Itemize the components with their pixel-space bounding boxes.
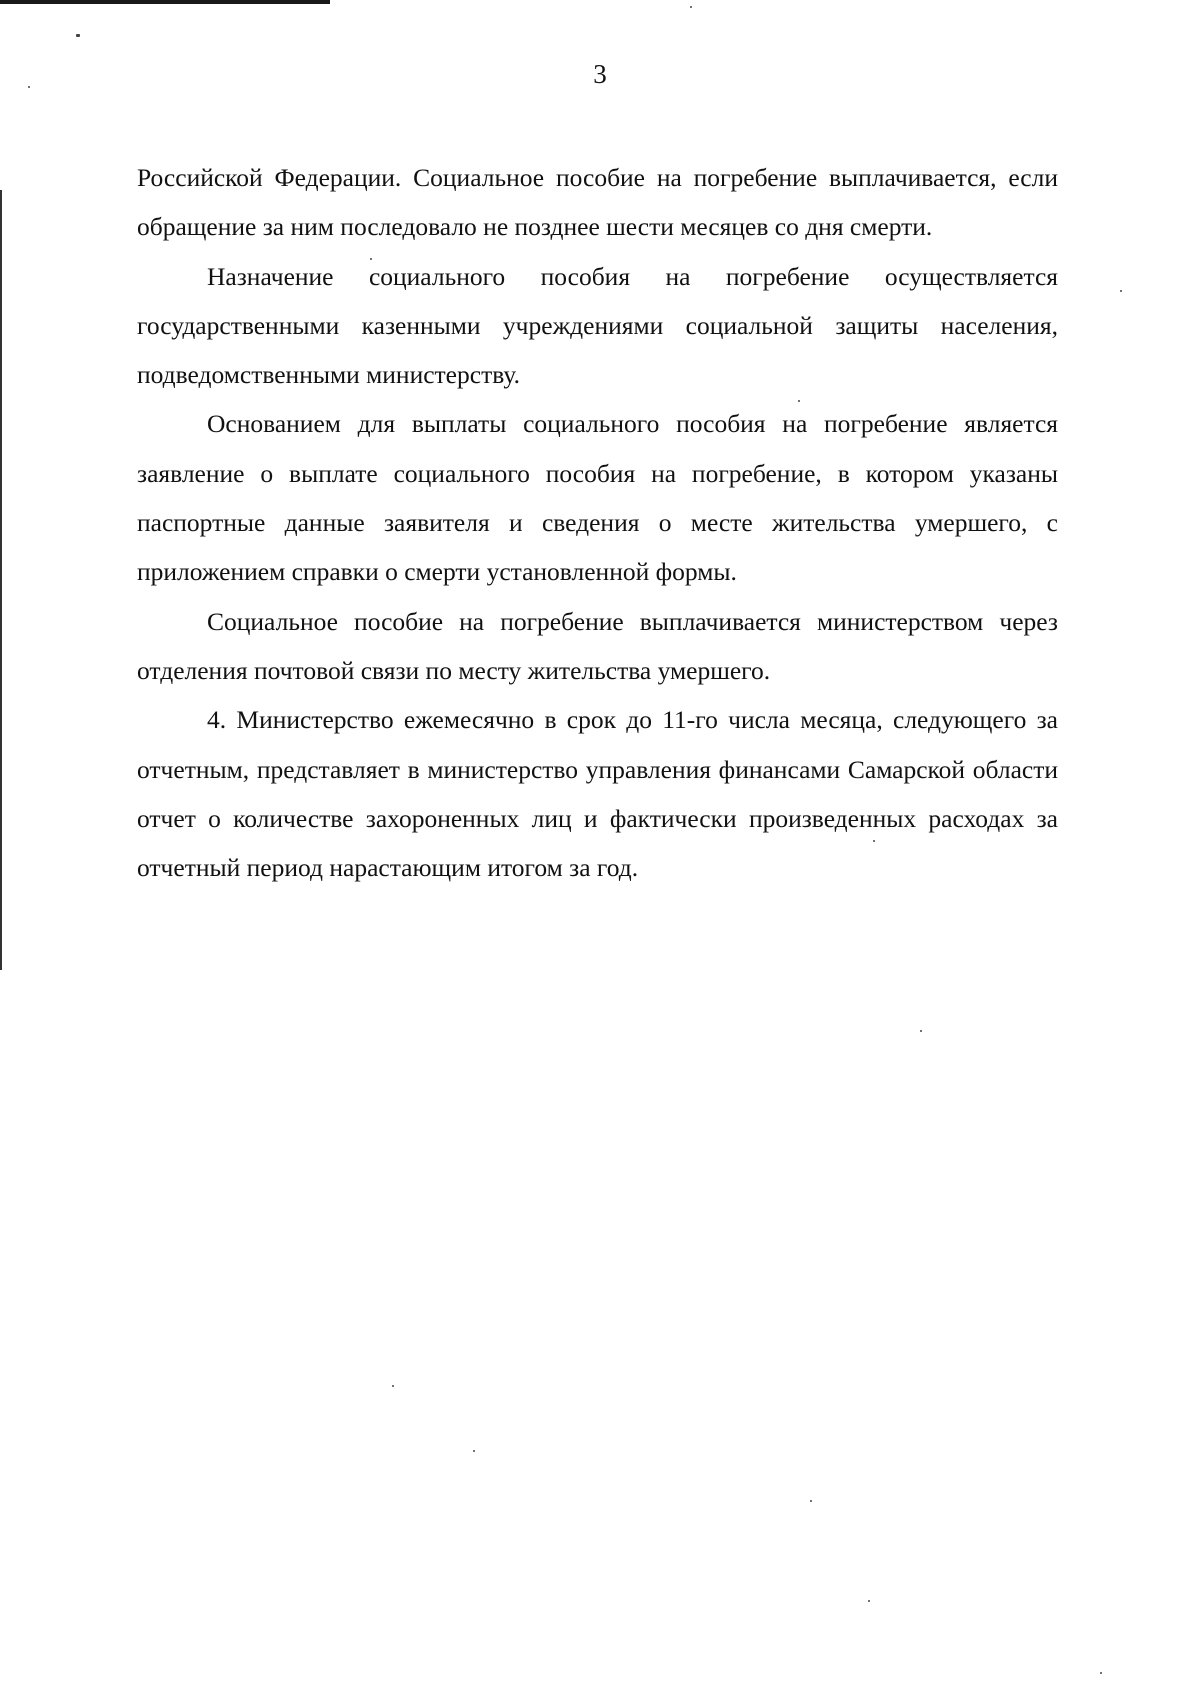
- page-number: 3: [593, 59, 607, 89]
- paragraph-payment: Социальное пособие на погребение выплачивается министерством через отделения почтовой связи по месту жительства умершего.: [137, 606, 1058, 685]
- scan-edge-top: [0, 0, 330, 4]
- document-body: [137, 153, 1058, 892]
- scan-speck: [76, 34, 80, 37]
- scan-speck: [868, 1600, 870, 1602]
- scan-speck: [1120, 290, 1122, 292]
- paragraph-continuation: Российской Федерации. Социальное пособие на погребение выплачивается, если обращение за ним последовало не позднее шести месяцев со дня смерти.: [137, 163, 1058, 242]
- paragraph-assignment: Назначение социального пособия на погребение осуществляется государственными казенными учреждениями социальной защиты населения, подведомственными министерству.: [137, 261, 1058, 390]
- scan-speck: [473, 1450, 475, 1452]
- scan-speck: [690, 6, 692, 8]
- scan-speck: [920, 1030, 922, 1032]
- paragraph-basis: Основанием для выплаты социального пособия на погребение является заявление о выплате социального пособия на погребение, в котором указаны паспортные данные заявителя и сведения о месте жительства умершего, с приложением справки о смерти установленной формы.: [137, 409, 1058, 587]
- scan-speck: [1100, 1672, 1102, 1674]
- scan-speck: [392, 1385, 394, 1387]
- scan-edge-left: [0, 190, 2, 970]
- paragraph-report: 4. Министерство ежемесячно в срок до 11-го числа месяца, следующего за отчетным, представляет в министерство управления финансами Самарской области отчет о количестве захороненных лиц и фактически произведенных расходах за отчетный период нарастающим итогом за год.: [137, 705, 1058, 883]
- scan-speck: [810, 1500, 812, 1502]
